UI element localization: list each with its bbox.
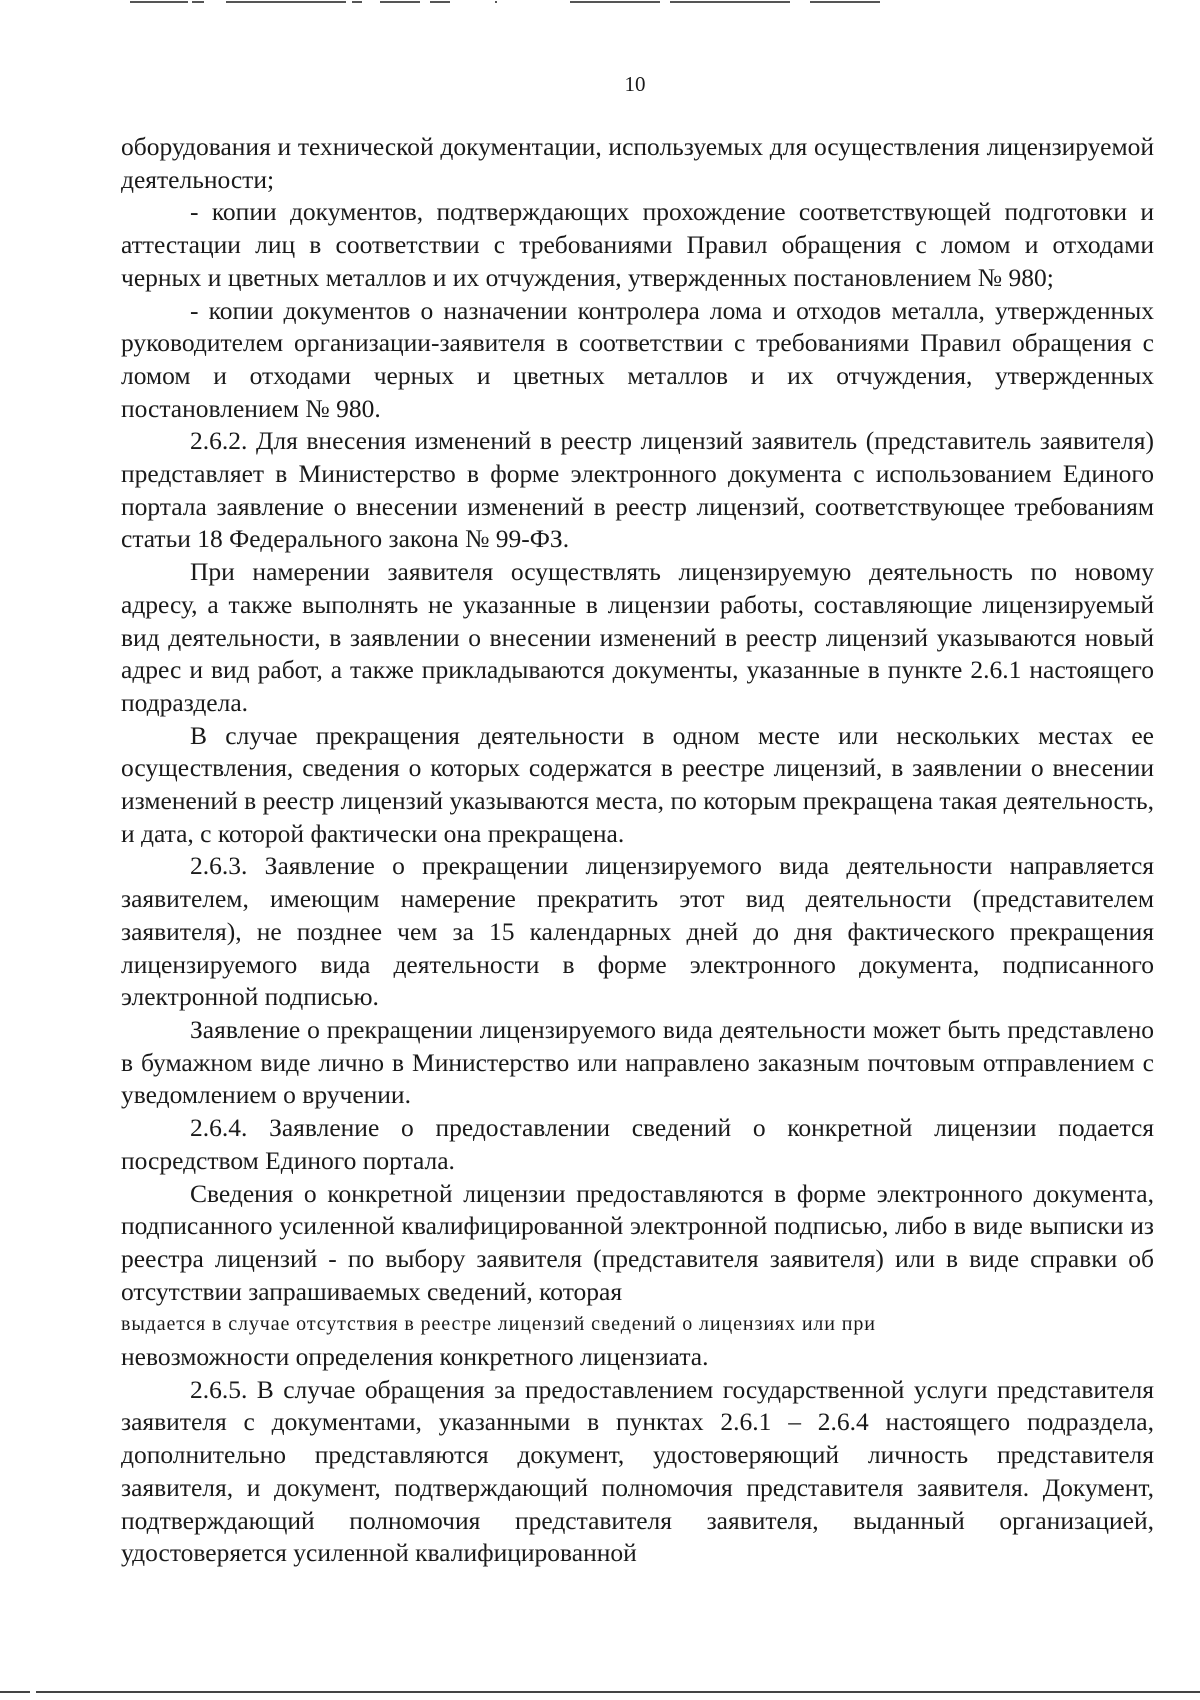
paragraph-condensed-line: выдается в случае отсутствия в реестре лицензий сведений о лицензиях или при xyxy=(121,1313,876,1336)
paragraph: При намерении заявителя осуществлять лицензируемую деятельность по новому адресу, а также выполнять не указанные в лицензии работы, составляющие лицензируемый вид деятельности, в заявлении о внесении изменений в реестр лицензий указываются новый адрес и вид работ, а также прикладываются документы, указанные в пункте 2.6.1 настоящего подраздела. xyxy=(121,557,1154,717)
page-number: 10 xyxy=(624,72,646,96)
paragraph-clause-2-6-3: 2.6.3. Заявление о прекращении лицензируемого вида деятельности направляется заявителем, имеющим намерение прекратить этот вид деятельности (представителем заявителя), не позднее чем за 15 календарных дней до дня фактического прекращения лицензируемого вида деятельности в форме электронного документа, подписанного электронной подписью. xyxy=(121,851,1154,1012)
scan-edge-bottom xyxy=(0,1690,1200,1694)
paragraph-list-item: - копии документов, подтверждающих прохождение соответствующей подготовки и аттестации лиц в соответствии с требованиями Правил обращения с ломом и отходами черных и цветных металлов и их отчуждения, утвержденных постановлением № 980; xyxy=(121,197,1154,292)
paragraph: В случае прекращения деятельности в одном месте или нескольких местах ее осуществления, сведения о которых содержатся в реестре лицензий, в заявлении о внесении изменений в реестр лицензий указываются места, по которым прекращена такая деятельность, и дата, с которой фактически она прекращена. xyxy=(121,720,1154,848)
scan-edge-top xyxy=(130,0,890,6)
paragraph-clause-2-6-5: 2.6.5. В случае обращения за предоставлением государственной услуги представителя заявителя с документами, указанными в пунктах 2.6.1 – 2.6.4 настоящего подраздела, дополнительно представляются документ, удостоверяющий личность представителя заявителя, и документ, подтверждающий полномочия представителя заявителя. Документ, подтверждающий полномочия представителя заявителя, выданный организацией, удостоверяется усиленной квалифицированной xyxy=(121,1374,1154,1568)
paragraph-clause-2-6-4: 2.6.4. Заявление о предоставлении сведений о конкретной лицензии подается посредством Единого портала. xyxy=(121,1113,1154,1175)
paragraph: Сведения о конкретной лицензии предоставляются в форме электронного документа, подписанного усиленной квалифицированной электронной подписью, либо в виде выписки из реестра лицензий - по выбору заявителя (представителя заявителя) или в виде справки об отсутствии запрашиваемых сведений, которая xyxy=(121,1178,1154,1306)
paragraph-clause-2-6-2: 2.6.2. Для внесения изменений в реестр лицензий заявитель (представитель заявителя) представляет в Министерство в форме электронного документа с использованием Единого портала заявление о внесении изменений в реестр лицензий, соответствующее требованиям статьи 18 Федерального закона № 99-ФЗ. xyxy=(121,426,1154,554)
document-body xyxy=(121,131,1154,1570)
paragraph-continuation: оборудования и технической документации, используемых для осуществления лицензируемой деятельности; xyxy=(121,132,1154,194)
paragraph-line: невозможности определения конкретного лицензиата. xyxy=(121,1342,709,1372)
paragraph: Заявление о прекращении лицензируемого вида деятельности может быть представлено в бумажном виде лично в Министерство или направлено заказным почтовым отправлением с уведомлением о вручении. xyxy=(121,1014,1154,1110)
paragraph-list-item: - копии документов о назначении контролера лома и отходов металла, утвержденных руководителем организации-заявителя в соответствии с требованиями Правил обращения с ломом и отходами черных и цветных металлов и их отчуждения, утвержденных постановлением № 980. xyxy=(121,295,1154,423)
